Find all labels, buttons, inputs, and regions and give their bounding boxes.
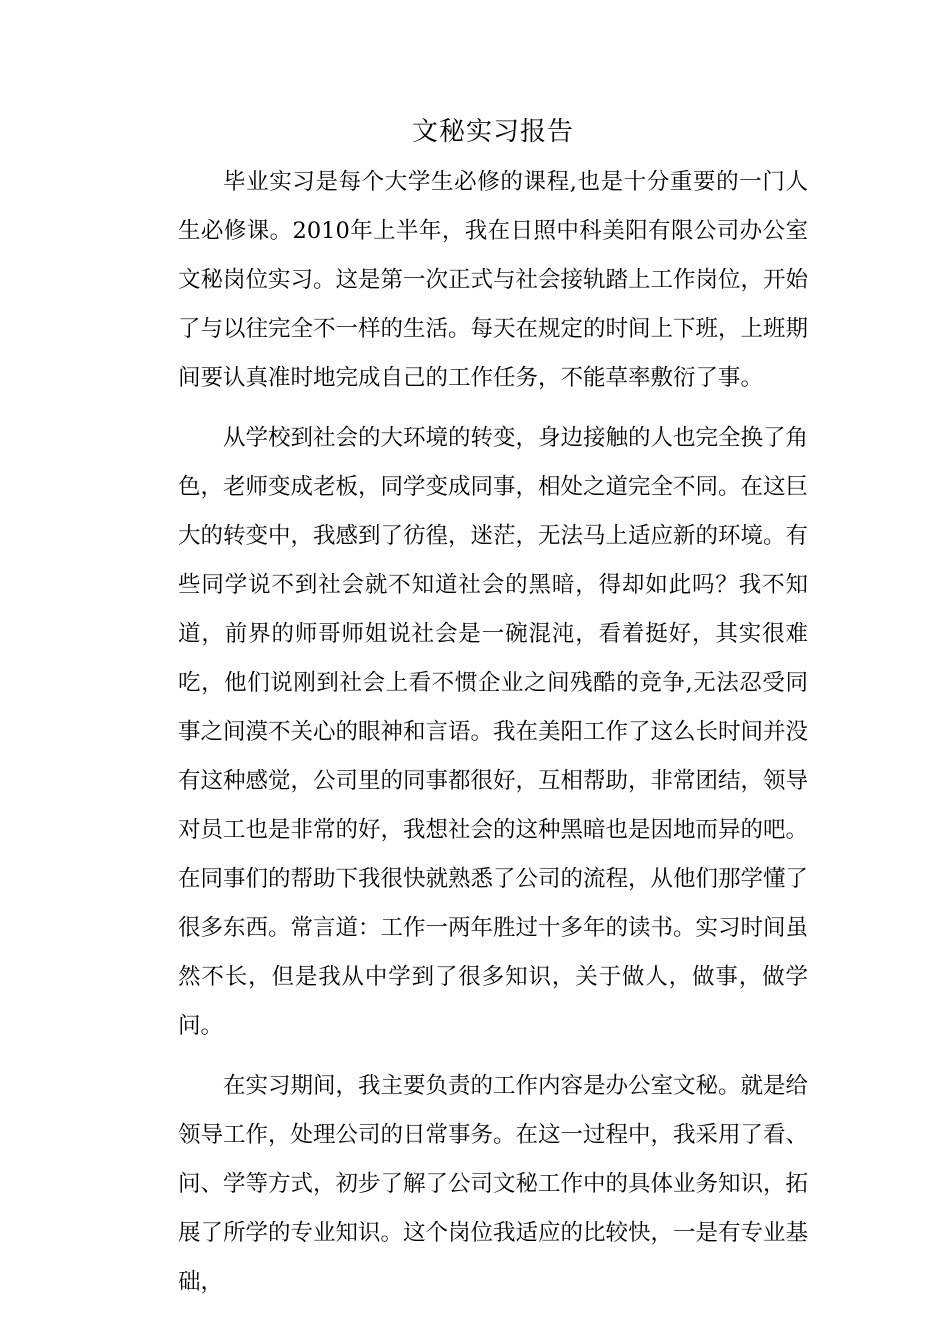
document-title: 文秘实习报告 [411,117,574,147]
paragraph-1: 毕业实习是每个大学生必修的课程,也是十分重要的一门人生必修课。2010年上半年，我在日照中科美阳有限公司办公室文秘岗位实习。这是第一次正式与社会接轨踏上工作岗位，开始了与以往完全不一样的生活。每天在规定的时间上下班，上班期间要认真准时地完成自己的工作任务，不能草率敷衍了事。 [178,169,809,391]
paragraph-3: 在实习期间，我主要负责的工作内容是办公室文秘。就是给领导工作，处理公司的日常事务。在这一过程中，我采用了看、问、学等方式，初步了解了公司文秘工作中的具体业务知识，拓展了所学的专业知识。这个岗位我适应的比较快，一是有专业基础， [178,1073,809,1295]
paragraph-2: 从学校到社会的大环境的转变，身边接触的人也完全换了角色，老师变成老板，同学变成同事，相处之道完全不同。在这巨大的转变中，我感到了彷徨，迷茫，无法马上适应新的环境。有些同学说不到社会就不知道社会的黑暗，得却如此吗？我不知道，前界的师哥师姐说社会是一碗混沌，看着挺好，其实很难吃，他们说刚到社会上看不惯企业之间残酷的竞争,无法忍受同事之间漠不关心的眼神和言语。我在美阳工作了这么长时间并没有这种感觉，公司里的同事都很好，互相帮助，非常团结，领导对员工也是非常的好，我想社会的这种黑暗也是因地而异的吧。在同事们的帮助下我很快就熟悉了公司的流程，从他们那学懂了很多东西。常言道：工作一两年胜过十多年的读书。实习时间虽然不长，但是我从中学到了很多知识，关于做人，做事，做学问。 [178,425,809,1039]
